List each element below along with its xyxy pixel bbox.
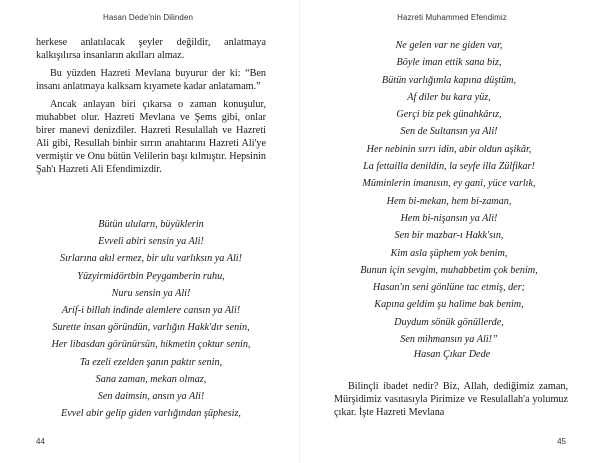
- page-number-right: 45: [557, 437, 566, 446]
- poem-line: Surette insan göründün, varlığın Hakk'dır senin,: [52, 322, 250, 334]
- poem-line: Hem bi-nişansın ya Ali!: [400, 212, 498, 224]
- left-page: [0, 0, 296, 463]
- paragraph: Bu yüzden Hazreti Mevlana buyurur der ki: “Ben insanı anlatmaya kalksam kıyamete kadar anlatamam.”: [36, 68, 266, 92]
- poem-line: Ta ezeli ezelden şanın paktır senin,: [79, 356, 223, 368]
- poem-line: Gerçi biz pek günahkârız,: [396, 109, 502, 121]
- poem-line: Hasan'ın seni gönlüne tac etmiş, der;: [372, 282, 526, 294]
- poem-line: Yüzyirmidörtbin Peygamberin ruhu,: [77, 270, 225, 282]
- poem-line: La fettailla denildin, la seyfe illa Zülfikar!: [363, 161, 535, 173]
- poem-line: Arif-i billah indinde alemlere cansın ya Ali!: [61, 304, 241, 316]
- poem-line: Kim asla şüphem yok benim,: [390, 247, 508, 259]
- paragraph: herkese anlatılacak şeyler değildir, anlatmaya kalkışılırsa insanların akılları almaz.: [36, 37, 266, 61]
- poem-line: Bütün ulularn, büyüklerin: [98, 219, 204, 230]
- running-head-right: Hazreti Muhammed Efendimiz: [397, 13, 507, 22]
- poem-line: Evveli abiri sensin ya Ali!: [98, 236, 204, 248]
- poem-line: Duydum sönük gönüllerde,: [394, 316, 504, 328]
- poem-line: Sen mihmansın ya Ali!”: [400, 334, 498, 346]
- poem-line: Hem bi-mekan, hem bi-zaman,: [386, 195, 512, 207]
- poem-line: Sırlarına akıl ermez, bir ulu varlıksın ya Ali!: [59, 253, 243, 265]
- running-head-left: Hasan Dede'nin Dilinden: [102, 13, 194, 22]
- poem-line: Sen bir mazbar-ı Hakk'sın,: [394, 230, 504, 242]
- poem-line: Sen daimsin, ansın ya Ali!: [97, 390, 205, 402]
- paragraph: Ancak anlayan biri çıkarsa o zaman konuşulur, muhabbet olur. Hazreti Mevlana ve Şems gibi, onlar birer manevi denizdiler. Hazreti Resulallah ve Hazreti Ali gibi, Resullah binbir sırrın anahtarını Hazreti Ali'ye vermiştir ve Onu bütün Velilerin başı kılmıştır. Hepsinin Şah'ı Hazreti Ali Efendimizdir.: [36, 99, 266, 175]
- poem-signature: Hasan Çıkar Dede: [413, 349, 491, 360]
- poem-line: Nuru sensin ya Ali!: [111, 287, 191, 299]
- poem-line: Müminlerin imanısın, ey gani, yüce varlık,: [362, 178, 536, 190]
- poem-line: Bunun için sevgim, muhabbetim çok benim,: [360, 264, 538, 276]
- page-number-left: 44: [36, 437, 45, 446]
- poem-line: Af diler bu kara yüz,: [407, 91, 491, 103]
- poem-line: Sen de Sultansın ya Ali!: [400, 126, 498, 138]
- poem-line: Sana zaman, mekan olmaz,: [95, 373, 207, 385]
- right-page: [304, 0, 600, 463]
- right-prose: [334, 380, 568, 424]
- left-poem: [6, 216, 296, 422]
- paragraph: Bilinçli ibadet nedir? Biz, Allah, dediğimiz zaman, Mürşidimiz vasıtasıyla Pirimize ve Resulallah'a yolumuz çıkar. İşte Hazreti Mevlana: [334, 381, 568, 418]
- poem-line: Evvel abir gelip giden varlığından şüphesiz,: [61, 408, 241, 420]
- poem-line: Kapına geldim şu halime bak benim,: [374, 299, 524, 311]
- left-prose: [36, 36, 266, 181]
- poem-line: Böyle iman ettik sana biz,: [396, 57, 502, 69]
- poem-line: Her nebinin sırrı idin, abir oldun aşikâr,: [366, 143, 532, 155]
- poem-line: Ne gelen var ne giden var,: [395, 40, 503, 51]
- right-poem: [298, 37, 600, 348]
- poem-line: Her libasdan görünürsün, hikmetin çoktur senin,: [51, 339, 251, 351]
- poem-line: Bütün varlığımla kapına düştüm,: [381, 74, 517, 86]
